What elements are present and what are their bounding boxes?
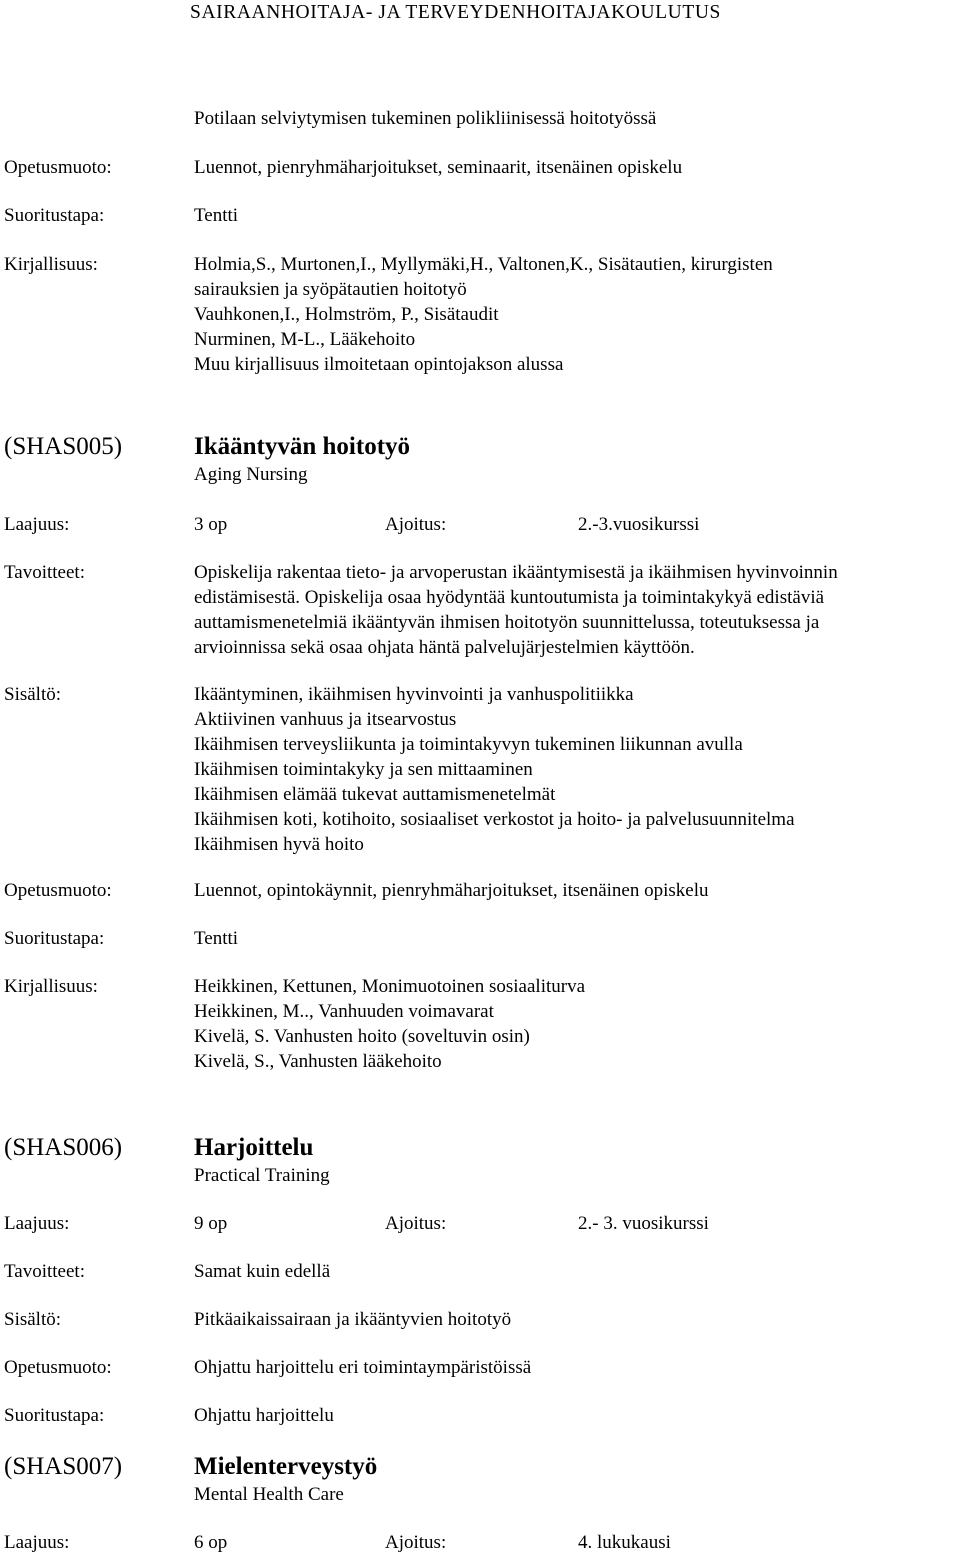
ajoitus-value: 4. lukukausi <box>578 1532 671 1553</box>
course-title: Harjoittelu <box>194 1134 314 1161</box>
kirjallisuus-line: Kivelä, S., Vanhusten lääkehoito <box>194 1051 442 1072</box>
course-code: (SHAS007) <box>4 1453 123 1480</box>
sisalto-list <box>194 682 960 857</box>
kirjallisuus-list <box>194 252 960 377</box>
suoritustapa-value: Tentti <box>194 205 239 226</box>
suoritustapa-value: Ohjattu harjoittelu <box>194 1405 334 1426</box>
suoritustapa-label: Suoritustapa: <box>4 205 105 226</box>
kirjallisuus-line: Vauhkonen,I., Holmström, P., Sisätaudit <box>194 304 499 325</box>
tavoitteet-label: Tavoitteet: <box>4 562 85 583</box>
tavoitteet-line: Opiskelija rakentaa tieto- ja arvoperustan ikääntymisestä ja ikäihmisen hyvinvoinnin <box>194 562 838 583</box>
laajuus-value: 3 op <box>194 514 228 535</box>
ajoitus-value: 2.-3.vuosikurssi <box>578 514 700 535</box>
laajuus-value: 6 op <box>194 1532 228 1553</box>
document-header: SAIRAANHOITAJA- JA TERVEYDENHOITAJAKOULUTUS <box>190 2 721 23</box>
kirjallisuus-line: Kivelä, S. Vanhusten hoito (soveltuvin osin) <box>194 1026 530 1047</box>
opetusmuoto-value: Ohjattu harjoittelu eri toimintaympäristöissä <box>194 1357 532 1378</box>
course-subtitle: Aging Nursing <box>194 464 308 485</box>
opetusmuoto-label: Opetusmuoto: <box>4 880 112 901</box>
tavoitteet-line: edistämisestä. Opiskelija osaa hyödyntää kuntoutumista ja toimintakykyä edistäviä <box>194 587 825 608</box>
course-subtitle: Practical Training <box>194 1165 330 1186</box>
ajoitus-label: Ajoitus: <box>385 1532 447 1553</box>
kirjallisuus-list <box>194 974 960 1074</box>
laajuus-label: Laajuus: <box>4 1532 70 1553</box>
course-title: Mielenterveystyö <box>194 1453 378 1480</box>
prev-course-title: Potilaan selviytymisen tukeminen polikliinisessä hoitotyössä <box>194 108 657 129</box>
opetusmuoto-label: Opetusmuoto: <box>4 157 112 178</box>
sisalto-line: Ikäihmisen koti, kotihoito, sosiaaliset verkostot ja hoito- ja palvelusuunnitelma <box>194 809 795 830</box>
kirjallisuus-label: Kirjallisuus: <box>4 976 98 997</box>
sisalto-label: Sisältö: <box>4 1309 62 1330</box>
sisalto-value: Pitkäaikaissairaan ja ikääntyvien hoitotyö <box>194 1309 512 1330</box>
opetusmuoto-label: Opetusmuoto: <box>4 1357 112 1378</box>
sisalto-label: Sisältö: <box>4 684 62 705</box>
suoritustapa-label: Suoritustapa: <box>4 928 105 949</box>
sisalto-line: Ikäihmisen elämää tukevat auttamismenetelmät <box>194 784 556 805</box>
laajuus-label: Laajuus: <box>4 1213 70 1234</box>
opetusmuoto-value: Luennot, pienryhmäharjoitukset, seminaarit, itsenäinen opiskelu <box>194 157 683 178</box>
tavoitteet-value: Samat kuin edellä <box>194 1261 331 1282</box>
sisalto-line: Aktiivinen vanhuus ja itsearvostus <box>194 709 457 730</box>
kirjallisuus-line: Heikkinen, Kettunen, Monimuotoinen sosiaaliturva <box>194 976 586 997</box>
sisalto-line: Ikäihmisen terveysliikunta ja toimintakyvyn tukeminen liikunnan avulla <box>194 734 743 755</box>
laajuus-label: Laajuus: <box>4 514 70 535</box>
course-subtitle: Mental Health Care <box>194 1484 344 1505</box>
course-code: (SHAS005) <box>4 433 123 460</box>
course-code: (SHAS006) <box>4 1134 123 1161</box>
suoritustapa-value: Tentti <box>194 928 239 949</box>
kirjallisuus-line: Heikkinen, M.., Vanhuuden voimavarat <box>194 1001 494 1022</box>
kirjallisuus-line: Muu kirjallisuus ilmoitetaan opintojakson alussa <box>194 354 564 375</box>
suoritustapa-label: Suoritustapa: <box>4 1405 105 1426</box>
ajoitus-label: Ajoitus: <box>385 514 447 535</box>
kirjallisuus-line: Holmia,S., Murtonen,I., Myllymäki,H., Valtonen,K., Sisätautien, kirurgisten <box>194 254 773 275</box>
sisalto-line: Ikääntyminen, ikäihmisen hyvinvointi ja vanhuspolitiikka <box>194 684 634 705</box>
kirjallisuus-label: Kirjallisuus: <box>4 254 98 275</box>
sisalto-line: Ikäihmisen toimintakyky ja sen mittaaminen <box>194 759 533 780</box>
course-title: Ikääntyvän hoitotyö <box>194 433 411 460</box>
ajoitus-value: 2.- 3. vuosikurssi <box>578 1213 709 1234</box>
kirjallisuus-line: sairauksien ja syöpätautien hoitotyö <box>194 279 467 300</box>
tavoitteet-text <box>194 560 960 660</box>
laajuus-value: 9 op <box>194 1213 228 1234</box>
tavoitteet-label: Tavoitteet: <box>4 1261 85 1282</box>
kirjallisuus-line: Nurminen, M-L., Lääkehoito <box>194 329 416 350</box>
tavoitteet-line: auttamismenetelmiä ikääntyvän ihmisen hoitotyön suunnittelussa, toteutuksessa ja <box>194 612 820 633</box>
tavoitteet-line: arvioinnissa sekä osaa ohjata häntä palvelujärjestelmien käyttöön. <box>194 637 695 658</box>
opetusmuoto-value: Luennot, opintokäynnit, pienryhmäharjoitukset, itsenäinen opiskelu <box>194 880 709 901</box>
sisalto-line: Ikäihmisen hyvä hoito <box>194 834 364 855</box>
ajoitus-label: Ajoitus: <box>385 1213 447 1234</box>
